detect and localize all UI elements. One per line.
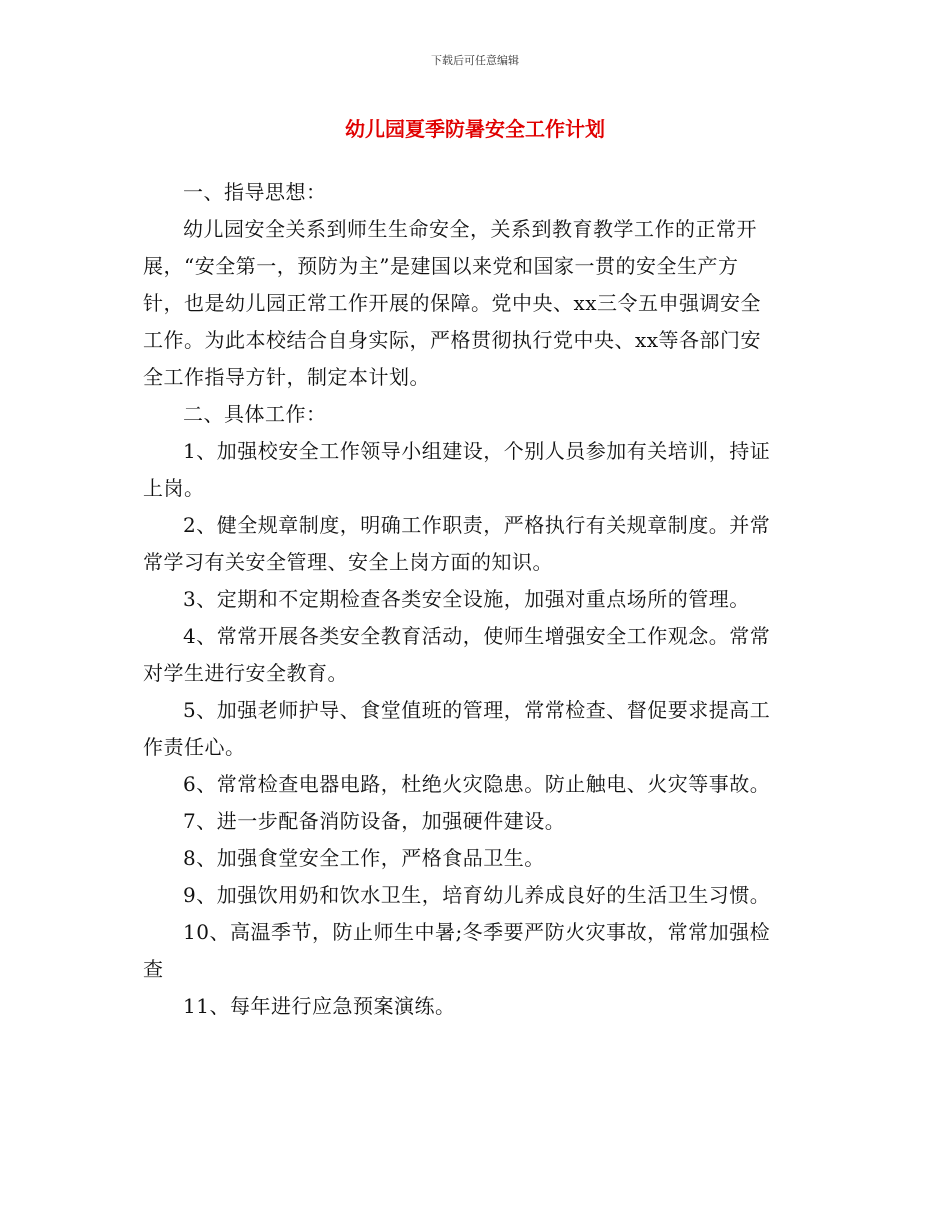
paragraph bbox=[143, 988, 809, 1025]
paragraph-line: 7、进一步配备消防设备，加强硬件建设。 bbox=[183, 809, 566, 833]
paragraph-line: 查 bbox=[143, 957, 164, 981]
paragraph-line: 4、常常开展各类安全教育活动，使师生增强安全工作观念。常常 bbox=[183, 624, 771, 648]
paragraph-line: 常学习有关安全管理、安全上岗方面的知识。 bbox=[143, 550, 553, 574]
paragraph bbox=[143, 877, 809, 914]
paragraph-line: 2、健全规章制度，明确工作职责，严格执行有关规章制度。并常 bbox=[183, 513, 771, 537]
paragraph-line: 3、定期和不定期检查各类安全设施，加强对重点场所的管理。 bbox=[183, 587, 750, 611]
paragraph bbox=[143, 766, 809, 803]
paragraph-line: 上岗。 bbox=[143, 476, 205, 500]
paragraph-line: 一、指导思想： bbox=[183, 180, 327, 204]
paragraph-line: 8、加强食堂安全工作，严格食品卫生。 bbox=[183, 846, 545, 870]
paragraph bbox=[143, 803, 809, 840]
paragraph-line: 对学生进行安全教育。 bbox=[143, 661, 348, 685]
paragraph bbox=[143, 174, 809, 211]
header-note: 下载后可任意编辑 bbox=[431, 54, 519, 67]
paragraph-line: 作责任心。 bbox=[143, 735, 246, 759]
paragraph-line: 9、加强饮用奶和饮水卫生，培育幼儿养成良好的生活卫生习惯。 bbox=[183, 883, 771, 907]
document-body bbox=[143, 137, 809, 1025]
paragraph-line: 展，“安全第一，预防为主”是建国以来党和国家一贯的安全生产方 bbox=[143, 254, 739, 278]
paragraph-line: 二、具体工作： bbox=[183, 402, 327, 426]
paragraph bbox=[143, 507, 809, 581]
paragraph bbox=[143, 581, 809, 618]
paragraph-list bbox=[143, 174, 809, 1025]
paragraph bbox=[143, 433, 809, 507]
paragraph bbox=[143, 692, 809, 766]
paragraph bbox=[143, 840, 809, 877]
paragraph-line: 11、每年进行应急预案演练。 bbox=[183, 994, 456, 1018]
title-spacer bbox=[143, 137, 809, 174]
paragraph-line: 针，也是幼儿园正常工作开展的保障。党中央、xx三令五申强调安全 bbox=[143, 291, 762, 315]
paragraph-line: 工作。为此本校结合自身实际，严格贯彻执行党中央、xx等各部门安 bbox=[143, 328, 762, 352]
paragraph bbox=[143, 914, 809, 988]
paragraph-line: 1、加强校安全工作领导小组建设，个别人员参加有关培训，持证 bbox=[183, 439, 771, 463]
paragraph-line: 全工作指导方针，制定本计划。 bbox=[143, 365, 430, 389]
paragraph-line: 5、加强老师护导、食堂值班的管理，常常检查、督促要求提高工 bbox=[183, 698, 771, 722]
paragraph bbox=[143, 211, 809, 396]
paragraph bbox=[143, 618, 809, 692]
document-title: 幼儿园夏季防暑安全工作计划 bbox=[345, 117, 605, 141]
paragraph-line: 幼儿园安全关系到师生生命安全，关系到教育教学工作的正常开 bbox=[183, 217, 757, 241]
paragraph-line: 6、常常检查电器电路，杜绝火灾隐患。防止触电、火灾等事故。 bbox=[183, 772, 771, 796]
paragraph-line: 10、高温季节，防止师生中暑;冬季要严防火灾事故，常常加强检 bbox=[183, 920, 771, 944]
paragraph bbox=[143, 396, 809, 433]
